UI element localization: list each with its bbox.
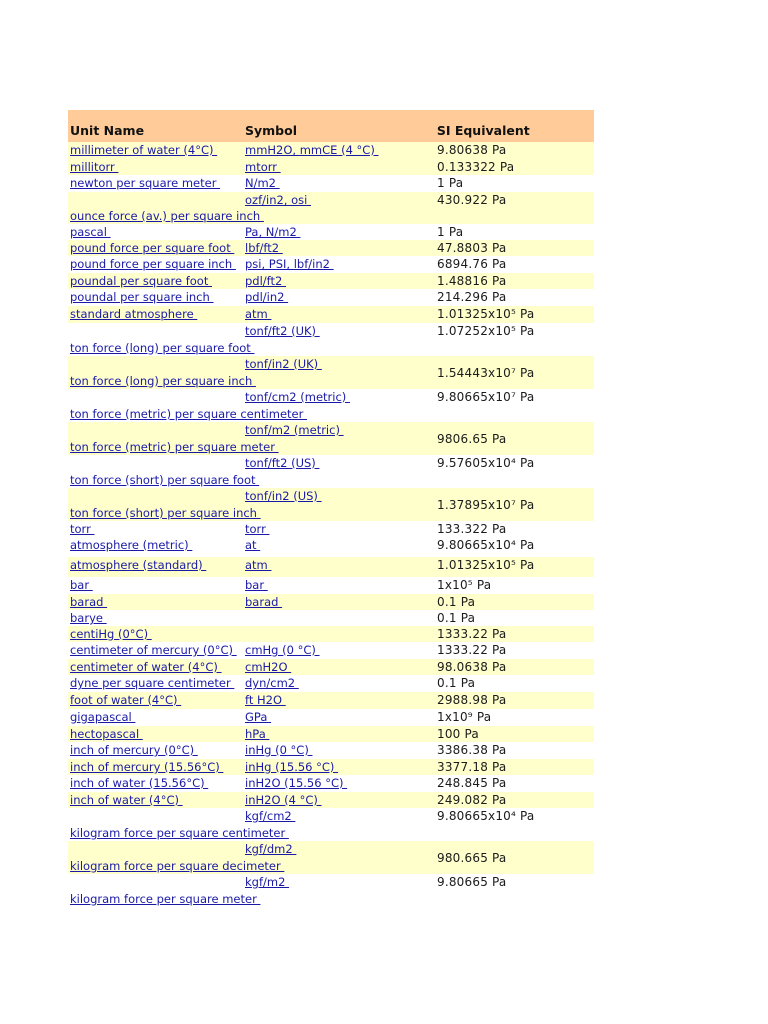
table-row [68,159,594,175]
si-equivalent-cell [435,726,594,742]
unit-name-cell [70,577,243,594]
si-equivalent-value: 6894.76 Pa [437,257,507,271]
si-equivalent-value: 1.37895x10⁷ Pa [437,497,535,512]
unit-name-cell [70,759,243,775]
symbol-cell [243,709,435,726]
symbol-link[interactable]: cmH2O [245,660,292,674]
si-equivalent-value: 214.296 Pa [437,290,507,304]
symbol-link[interactable]: hPa [245,727,270,741]
symbol-link[interactable]: psi, PSI, lbf/in2 [245,257,334,271]
unit-name-link[interactable]: ton force (short) per square foot [70,473,260,487]
symbol-link[interactable]: dyn/cm2 [245,676,299,690]
si-equivalent-cell [435,577,594,594]
si-equivalent-value: 9.57605x10⁴ Pa [437,456,535,470]
si-equivalent-value: 0.1 Pa [437,595,476,609]
unit-name-cell [70,256,243,273]
symbol-cell [243,455,435,488]
si-equivalent-value: 1x10⁵ Pa [437,578,492,592]
si-equivalent-value: 47.8803 Pa [437,241,507,255]
unit-name-cell [70,642,243,659]
symbol-link[interactable]: cmHg (0 °C) [245,643,320,657]
symbol-cell [243,323,435,356]
table-row [68,675,594,692]
symbol-cell [243,224,435,240]
unit-name-cell [70,273,243,289]
symbol-cell [243,874,435,907]
symbol-cell [243,808,435,841]
unit-name-link[interactable]: inch of water (15.56°C) [70,776,209,790]
si-equivalent-cell [435,356,594,389]
table-row [68,610,594,626]
unit-name-link[interactable]: ounce force (av.) per square inch [70,209,264,223]
si-equivalent-cell [435,692,594,709]
unit-name-link[interactable]: centiHg (0°C) [70,627,152,641]
symbol-cell [243,726,435,742]
si-equivalent-cell [435,557,594,577]
table-row [68,422,594,455]
si-equivalent-cell [435,610,594,626]
table-row [68,577,594,594]
symbol-link[interactable]: at [245,538,261,552]
symbol-link[interactable]: pdl/ft2 [245,274,286,288]
si-equivalent-cell [435,675,594,692]
symbol-link[interactable]: pdl/in2 [245,290,289,304]
table-row [68,240,594,256]
si-equivalent-cell [435,521,594,537]
unit-name-link[interactable]: dyne per square centimeter [70,676,235,690]
si-equivalent-cell [435,742,594,759]
symbol-cell [243,775,435,792]
symbol-link[interactable]: inHg (0 °C) [245,743,313,757]
symbol-link[interactable]: tonf/in2 (UK) [245,357,322,371]
symbol-cell [243,742,435,759]
symbol-link[interactable]: kgf/dm2 [245,842,297,856]
si-equivalent-cell [435,488,594,521]
si-equivalent-cell [435,808,594,841]
symbol-cell [243,577,435,594]
symbol-link[interactable]: tonf/ft2 (US) [245,456,320,470]
symbol-link[interactable]: tonf/in2 (US) [245,489,322,503]
si-equivalent-value: 3386.38 Pa [437,743,507,757]
unit-name-cell [70,240,243,256]
unit-name-cell [70,692,243,709]
si-equivalent-cell [435,192,594,224]
table-row [68,256,594,273]
si-equivalent-cell [435,389,594,422]
unit-name-cell [70,422,279,455]
si-equivalent-cell [435,594,594,610]
table-header [68,110,594,142]
symbol-cell [243,422,435,455]
symbol-cell [243,692,435,709]
unit-name-link[interactable]: ton force (short) per square inch [70,506,261,520]
unit-name-link[interactable]: hectopascal [70,727,143,741]
si-equivalent-value: 2988.98 Pa [437,693,507,707]
symbol-link[interactable]: GPa [245,710,272,724]
symbol-cell [243,759,435,775]
table-body [68,142,594,907]
unit-name-link[interactable]: inch of water (4°C) [70,793,183,807]
si-equivalent-value: 1 Pa [437,225,464,239]
symbol-cell [243,256,435,273]
unit-name-cell [70,775,243,792]
symbol-cell [243,175,435,192]
table-row [68,192,594,224]
si-equivalent-value: 9.80665x10⁴ Pa [437,538,535,552]
unit-name-link[interactable]: ton force (long) per square inch [70,374,256,388]
symbol-cell [243,841,435,874]
unit-name-link[interactable]: inch of mercury (15.56°C) [70,760,224,774]
table-row [68,775,594,792]
unit-name-cell [70,537,243,557]
si-equivalent-cell [435,626,594,642]
si-equivalent-value: 1x10⁹ Pa [437,710,492,724]
unit-name-cell [70,289,243,306]
unit-name-link[interactable]: pascal [70,225,111,239]
si-equivalent-value: 9.80665x10⁴ Pa [437,809,535,823]
unit-name-link[interactable]: centimeter of water (4°C) [70,660,222,674]
symbol-cell [243,488,435,521]
si-equivalent-cell [435,455,594,488]
si-equivalent-cell [435,273,594,289]
symbol-cell [243,659,435,675]
table-row [68,224,594,240]
si-equivalent-value: 9.80638 Pa [437,143,507,157]
si-equivalent-cell [435,289,594,306]
unit-name-link[interactable]: pound force per square inch [70,257,236,271]
table-row [68,557,594,577]
symbol-link[interactable]: tonf/ft2 (UK) [245,324,320,338]
si-equivalent-value: 0.133322 Pa [437,160,515,174]
unit-name-link[interactable]: bar [70,578,93,592]
unit-name-cell [70,224,243,240]
unit-name-cell [70,455,260,488]
unit-name-link[interactable]: centimeter of mercury (0°C) [70,643,237,657]
pressure-units-table [68,110,594,907]
table-row [68,537,594,557]
unit-name-link[interactable]: foot of water (4°C) [70,693,182,707]
symbol-cell [243,142,435,159]
table-row [68,626,594,642]
table-row [68,726,594,742]
unit-name-link[interactable]: atmosphere (metric) [70,538,193,552]
table-row [68,306,594,323]
si-equivalent-cell [435,306,594,323]
symbol-link[interactable]: mmH2O, mmCE (4 °C) [245,143,379,157]
table-row [68,792,594,808]
table-row [68,808,594,841]
table-row [68,323,594,356]
symbol-link[interactable]: atm [245,558,272,572]
si-equivalent-cell [435,224,594,240]
si-equivalent-cell [435,642,594,659]
symbol-link[interactable]: lbf/ft2 [245,241,283,255]
symbol-link[interactable]: kgf/cm2 [245,809,296,823]
table-row [68,759,594,775]
unit-name-cell [70,726,243,742]
unit-name-link[interactable]: pound force per square foot [70,241,235,255]
unit-name-cell [70,323,255,356]
symbol-link[interactable]: N/m2 [245,176,280,190]
symbol-cell [243,159,435,175]
table-row [68,273,594,289]
symbol-cell [243,610,435,626]
symbol-cell [243,557,435,577]
si-equivalent-cell [435,659,594,675]
si-equivalent-value: 133.322 Pa [437,522,507,536]
si-equivalent-value: 248.845 Pa [437,776,507,790]
si-equivalent-value: 1333.22 Pa [437,643,507,657]
symbol-cell [243,356,435,389]
unit-name-cell [70,792,243,808]
table-row [68,521,594,537]
si-equivalent-cell [435,159,594,175]
symbol-cell [243,389,435,422]
symbol-link[interactable]: inHg (15.56 °C) [245,760,339,774]
si-equivalent-value: 1.01325x10⁵ Pa [437,558,535,572]
symbol-link[interactable]: ft H2O [245,693,286,707]
unit-name-link[interactable]: barye [70,611,107,625]
unit-name-link[interactable]: standard atmosphere [70,307,198,321]
unit-name-cell [70,659,243,675]
unit-name-link[interactable]: kilogram force per square centimeter [70,826,289,840]
unit-name-link[interactable]: millitorr [70,160,119,174]
unit-name-link[interactable]: atmosphere (standard) [70,558,207,572]
si-equivalent-header: SI Equivalent [436,123,530,138]
si-equivalent-value: 100 Pa [437,727,479,741]
si-equivalent-value: 430.922 Pa [437,193,507,207]
unit-name-cell [70,142,243,159]
unit-name-cell [70,521,243,537]
unit-name-link[interactable]: torr [70,522,95,536]
symbol-cell [243,192,435,224]
si-equivalent-cell [435,175,594,192]
symbol-cell [243,792,435,808]
table-row [68,841,594,874]
si-equivalent-cell [435,841,594,874]
table-row [68,356,594,389]
table-row [68,488,594,521]
table-row [68,594,594,610]
unit-name-link[interactable]: inch of mercury (0°C) [70,743,198,757]
table-row [68,742,594,759]
unit-name-link[interactable]: poundal per square inch [70,290,214,304]
si-equivalent-cell [435,709,594,726]
si-equivalent-value: 249.082 Pa [437,793,507,807]
si-equivalent-cell [435,422,594,455]
si-equivalent-value: 9806.65 Pa [437,431,507,446]
table-row [68,642,594,659]
unit-name-cell [70,192,264,224]
symbol-cell [243,306,435,323]
unit-name-cell [70,557,243,577]
table-row [68,659,594,675]
symbol-cell [243,626,435,642]
symbol-link[interactable]: inH2O (4 °C) [245,793,322,807]
symbol-cell [243,273,435,289]
si-equivalent-cell [435,323,594,356]
si-equivalent-cell [435,775,594,792]
table-row [68,389,594,422]
si-equivalent-cell [435,874,594,907]
si-equivalent-value: 1.07252x10⁵ Pa [437,324,535,338]
symbol-link[interactable]: mtorr [245,160,281,174]
table-row [68,455,594,488]
unit-name-link[interactable]: newton per square meter [70,176,221,190]
symbol-cell [243,240,435,256]
si-equivalent-value: 1.01325x10⁵ Pa [437,307,535,321]
si-equivalent-value: 1.54443x10⁷ Pa [437,365,535,380]
symbol-link[interactable]: bar [245,578,268,592]
unit-name-cell [70,594,243,610]
table-row [68,142,594,159]
unit-name-cell [70,610,243,626]
si-equivalent-value: 0.1 Pa [437,611,476,625]
si-equivalent-value: 98.0638 Pa [437,660,507,674]
symbol-link[interactable]: Pa, N/m2 [245,225,301,239]
unit-name-header: Unit Name [70,123,145,138]
si-equivalent-value: 1 Pa [437,176,464,190]
si-equivalent-value: 9.80665x10⁷ Pa [437,390,535,404]
symbol-link[interactable]: ozf/in2, osi [245,193,311,207]
symbol-link[interactable]: atm [245,307,272,321]
unit-name-cell [70,874,261,907]
table-row [68,175,594,192]
symbol-cell [243,642,435,659]
si-equivalent-cell [435,792,594,808]
unit-name-link[interactable]: gigapascal [70,710,136,724]
symbol-header: Symbol [245,123,297,138]
si-equivalent-cell [435,256,594,273]
symbol-link[interactable]: kgf/m2 [245,875,290,889]
unit-name-cell [70,175,243,192]
unit-name-cell [70,306,243,323]
unit-name-link[interactable]: poundal per square foot [70,274,212,288]
unit-name-cell [70,709,243,726]
unit-name-cell [70,675,243,692]
unit-name-link[interactable]: ton force (metric) per square meter [70,440,279,454]
symbol-cell [243,594,435,610]
symbol-cell [243,537,435,557]
table-row [68,289,594,306]
symbol-link[interactable]: tonf/m2 (metric) [245,423,344,437]
table-row [68,692,594,709]
unit-name-link[interactable]: ton force (long) per square foot [70,341,255,355]
unit-name-link[interactable]: ton force (metric) per square centimeter [70,407,307,421]
symbol-cell [243,521,435,537]
si-equivalent-value: 1333.22 Pa [437,627,507,641]
unit-name-link[interactable]: kilogram force per square meter [70,892,261,906]
symbol-link[interactable]: inH2O (15.56 °C) [245,776,348,790]
si-equivalent-value: 1.48816 Pa [437,274,507,288]
table-row [68,709,594,726]
unit-name-cell [70,159,243,175]
unit-name-cell [70,356,256,389]
si-equivalent-value: 3377.18 Pa [437,760,507,774]
si-equivalent-cell [435,537,594,557]
unit-name-cell [70,488,261,521]
si-equivalent-cell [435,142,594,159]
si-equivalent-value: 0.1 Pa [437,676,476,690]
si-equivalent-cell [435,759,594,775]
unit-name-cell [70,626,243,642]
symbol-link[interactable]: barad [245,595,283,609]
unit-name-link[interactable]: millimeter of water (4°C) [70,143,218,157]
symbol-link[interactable]: torr [245,522,270,536]
symbol-link[interactable]: tonf/cm2 (metric) [245,390,350,404]
table-row [68,874,594,907]
unit-name-link[interactable]: barad [70,595,108,609]
unit-name-link[interactable]: kilogram force per square decimeter [70,859,285,873]
symbol-cell [243,675,435,692]
unit-name-cell [70,742,243,759]
symbol-cell [243,289,435,306]
si-equivalent-cell [435,240,594,256]
si-equivalent-value: 9.80665 Pa [437,875,507,889]
si-equivalent-value: 980.665 Pa [437,850,507,865]
